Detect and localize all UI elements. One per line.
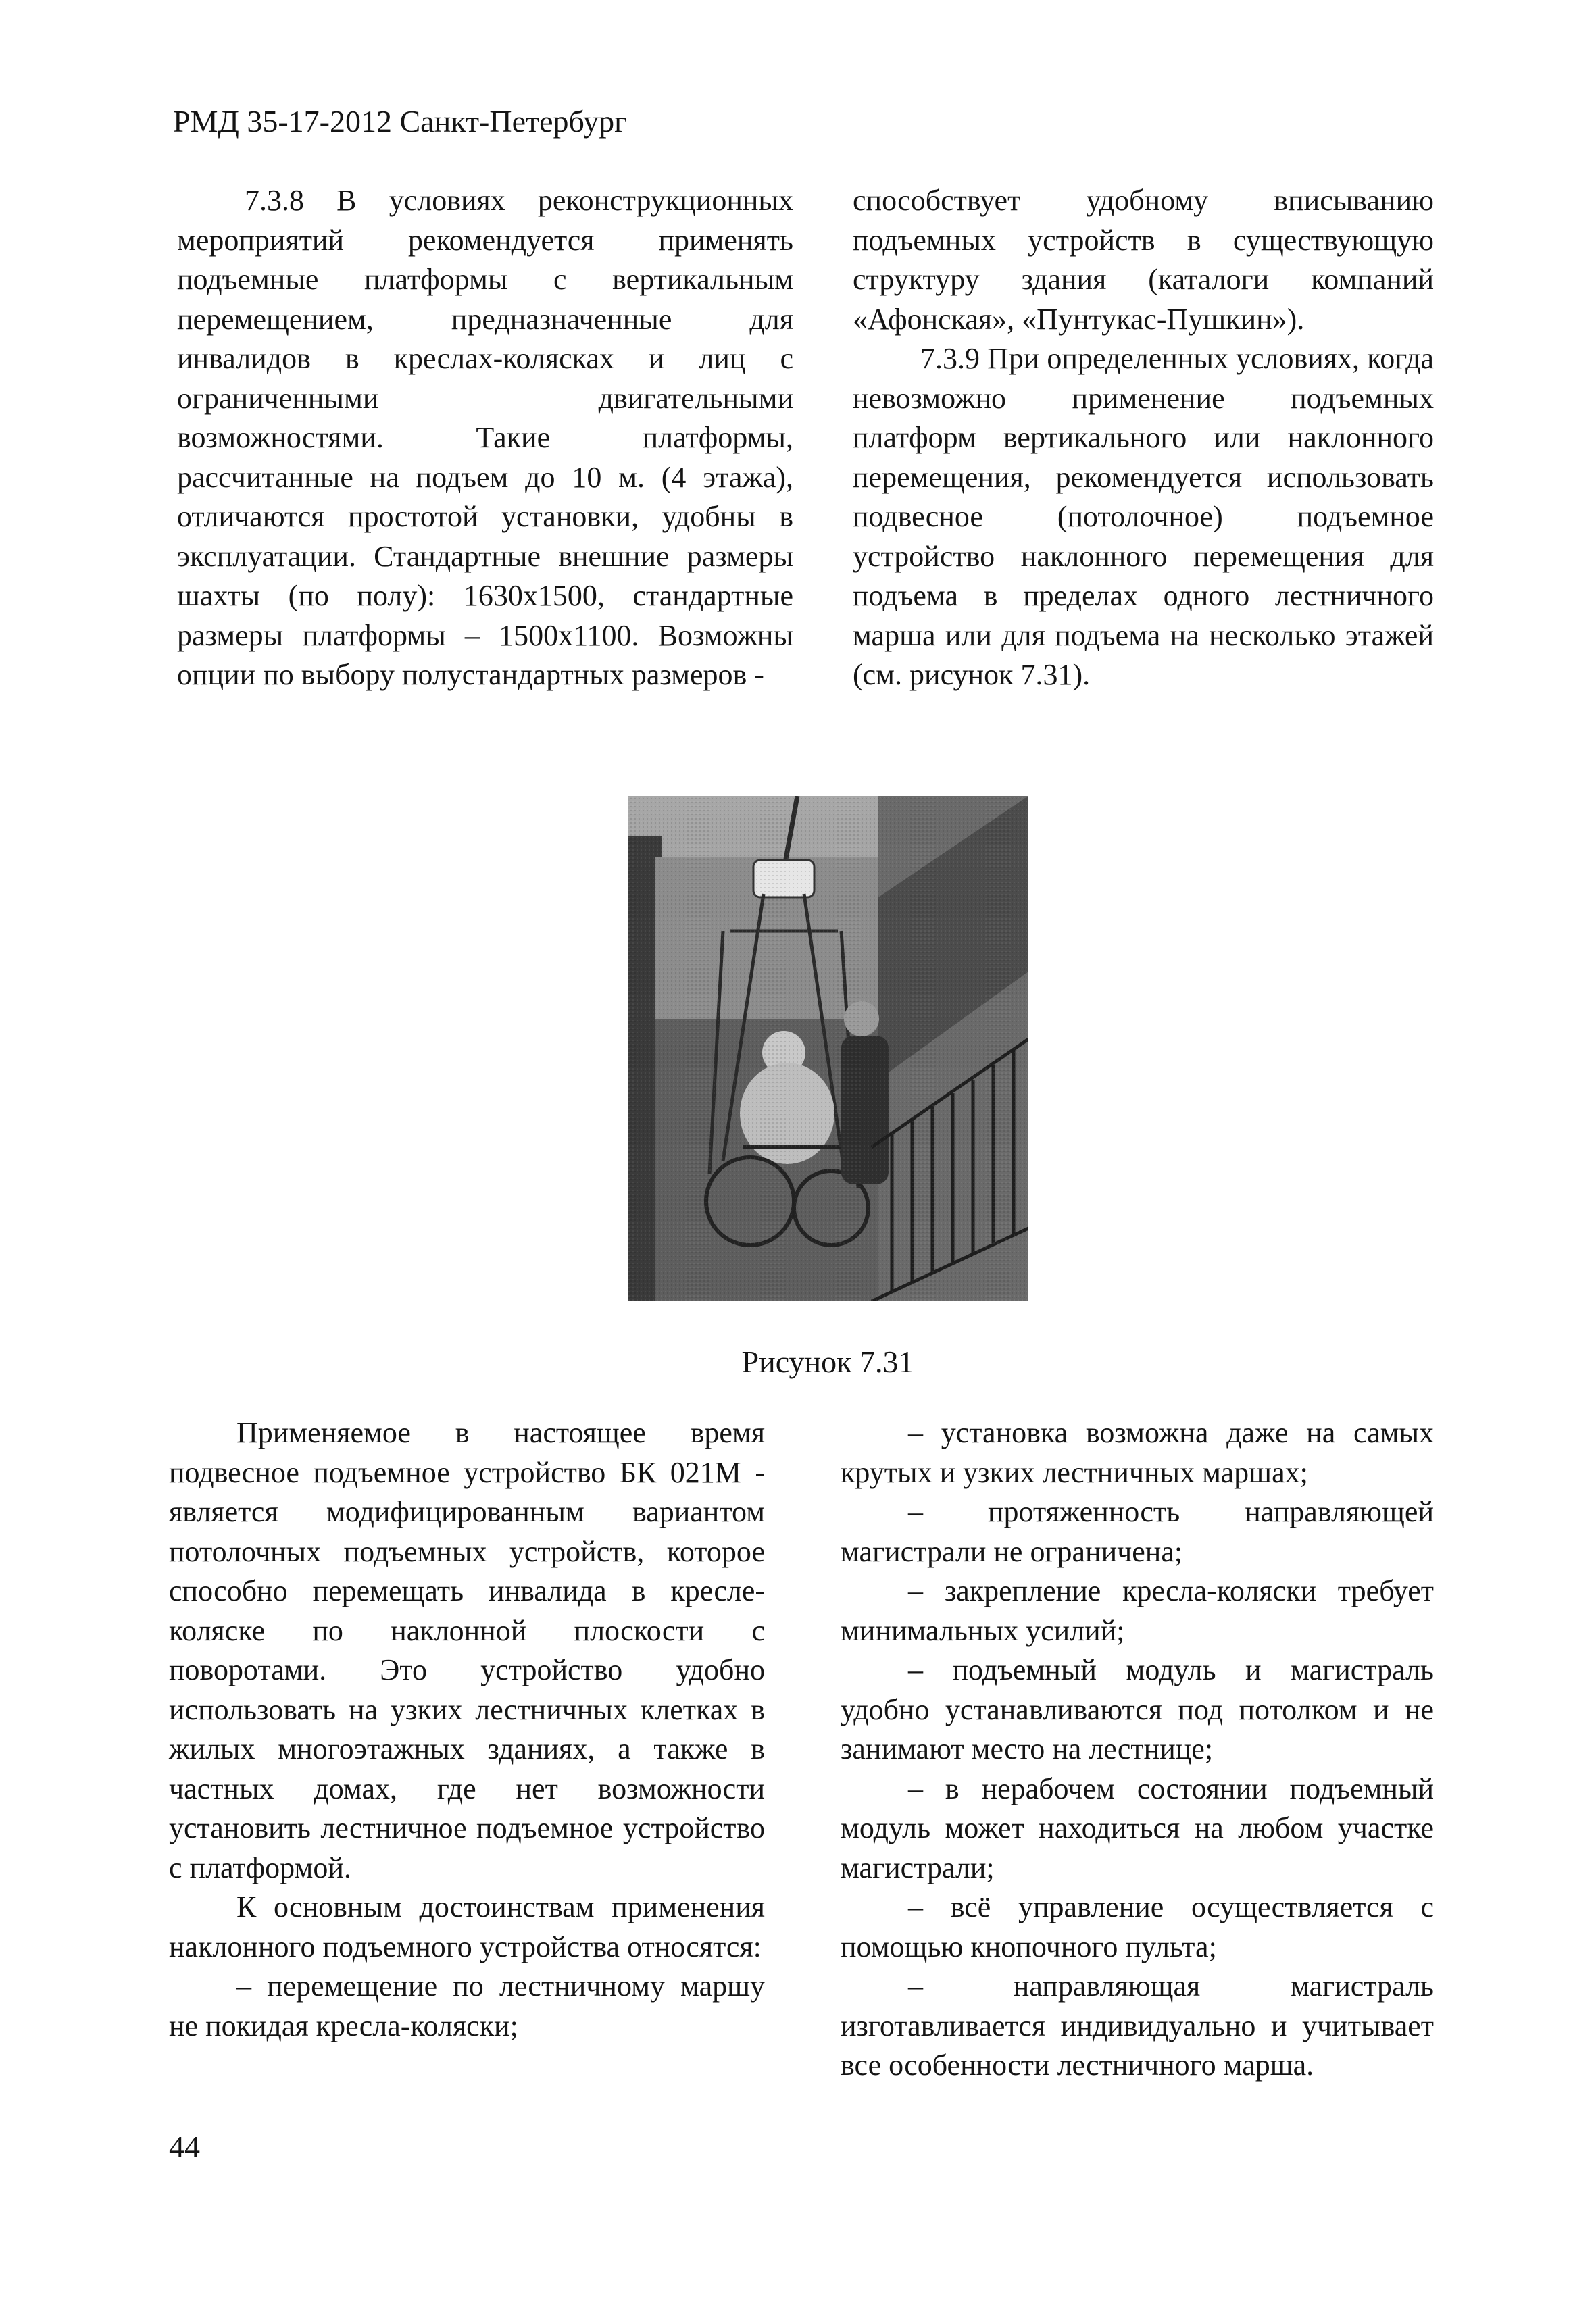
photo-grain	[628, 796, 1028, 1301]
photo-illustration	[628, 796, 1028, 1301]
list-item: – перемещение по лестничному маршу не покидая кресла-коляски;	[169, 1969, 765, 2042]
paragraph-advantages-intro: К основным достоинствам применения наклонного подъемного устройства относятся:	[169, 1890, 765, 1963]
list-item: – установка возможна даже на самых крутых и узких лестничных маршах;	[841, 1416, 1434, 1489]
column-bottom-right	[841, 1413, 1434, 2086]
list-item: – направляющая магистраль изготавливается индивидуально и учитывает все особенности лестничного марша.	[841, 1969, 1434, 2082]
list-item: – протяженность направляющей магистрали не ограничена;	[841, 1495, 1434, 1568]
list-item: – всё управление осуществляется с помощью кнопочного пульта;	[841, 1890, 1434, 1963]
column-top-left	[177, 181, 793, 695]
list-item: – закрепление кресла-коляски требует минимальных усилий;	[841, 1574, 1434, 1647]
column-bottom-left	[169, 1413, 765, 2046]
paragraph-bk021m: Применяемое в настоящее время подвесное подъемное устройство БК 021М - является модифицированным вариантом потолочных подъемных устройств, которое способно перемещать инвалида в кресле-коляске по наклонной плоскости с поворотами. Это устройство удобно использовать на узких лестничных клетках в жилых многоэтажных зданиях, а также в частных домах, где нет возможности установить лестничное подъемное устройство с платформой.	[169, 1416, 765, 1884]
paragraph-7-3-9: 7.3.9 При определенных условиях, когда невозможно применение подъемных платформ вертикального или наклонного перемещения, рекомендуется использовать подвесное (потолочное) подъемное устройство наклонного перемещения для подъема в пределах одного лестничного марша или для подъема на несколько этажей (см. рисунок 7.31).	[853, 342, 1434, 691]
running-header: РМД 35-17-2012 Санкт-Петербург	[173, 104, 628, 139]
paragraph-continuation: способствует удобному вписыванию подъемных устройств в существующую структуру здания (каталоги компаний «Афонская», «Пунтукас-Пушкин»).	[853, 184, 1434, 336]
list-item: – подъемный модуль и магистраль удобно устанавливаются под потолком и не занимают место на лестнице;	[841, 1653, 1434, 1765]
column-top-right	[853, 181, 1434, 695]
paragraph-7-3-8: 7.3.8 В условиях реконструкционных мероприятий рекомендуется применять подъемные платформы с вертикальным перемещением, предназначенные для инвалидов в креслах-колясках и лиц с ограниченными двигательными возможностями. Такие платформы, рассчитанные на подъем до 10 м. (4 этажа), отличаются простотой установки, удобны в эксплуатации. Стандартные внешние размеры шахты (по полу): 1630х1500, стандартные размеры платформы – 1500х1100. Возможны опции по выбору полустандартных размеров -	[177, 184, 793, 691]
figure-caption: Рисунок 7.31	[741, 1344, 914, 1379]
list-item: – в нерабочем состоянии подъемный модуль может находиться на любом участке магистрали;	[841, 1771, 1434, 1884]
page-number: 44	[169, 2130, 200, 2164]
figure-photo-ceiling-lift	[628, 796, 1028, 1301]
